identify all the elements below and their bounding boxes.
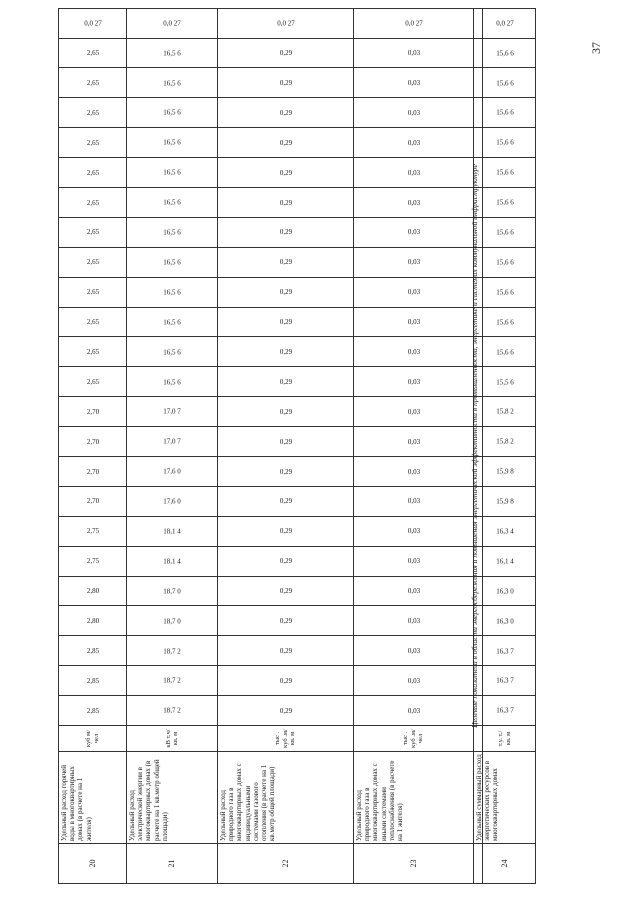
value-text: 17,6 0 xyxy=(163,467,181,476)
value-cell xyxy=(59,8,127,38)
value-cell xyxy=(354,397,474,427)
value-text: 0,29 xyxy=(279,168,292,177)
value-text: 15,6 6 xyxy=(495,108,514,117)
value-cell xyxy=(127,68,218,98)
value-text: 2,65 xyxy=(86,228,99,237)
value-cell xyxy=(218,666,354,696)
value-text: 0,29 xyxy=(279,527,292,536)
value-cell xyxy=(127,606,218,636)
value-cell xyxy=(354,696,474,726)
row-number: 20 xyxy=(59,844,127,884)
value-text: 0,0 27 xyxy=(404,19,423,28)
value-text: 18,7 2 xyxy=(163,676,181,685)
value-cell xyxy=(127,38,218,68)
value-cell xyxy=(59,217,127,247)
value-cell xyxy=(127,128,218,158)
value-text: 2,85 xyxy=(86,676,99,685)
value-text: 0,29 xyxy=(279,407,292,416)
value-text: 0,29 xyxy=(279,377,292,386)
value-text: 2,65 xyxy=(86,108,99,117)
value-cell xyxy=(218,456,354,486)
value-text: 0,0 27 xyxy=(495,19,514,28)
value-cell xyxy=(218,516,354,546)
value-text: 2,65 xyxy=(86,78,99,87)
value-cell xyxy=(127,367,218,397)
value-cell xyxy=(218,606,354,636)
value-text: 2,80 xyxy=(86,587,99,595)
value-text: 15,6 6 xyxy=(495,198,514,207)
value-cell xyxy=(127,98,218,128)
value-text: 17,0 7 xyxy=(163,407,181,416)
value-text: 16,3 7 xyxy=(495,706,514,715)
indicators-table xyxy=(58,8,536,884)
value-text: 15,6 6 xyxy=(495,168,514,177)
value-cell xyxy=(218,307,354,337)
value-text: 18,1 4 xyxy=(163,527,181,536)
value-cell xyxy=(218,576,354,606)
value-cell xyxy=(59,98,127,128)
value-text: 2,85 xyxy=(86,646,99,655)
value-cell xyxy=(354,98,474,128)
value-cell xyxy=(354,247,474,277)
value-cell xyxy=(127,666,218,696)
value-text: 16,3 0 xyxy=(495,587,514,595)
value-text: 2,65 xyxy=(86,377,99,386)
value-text: 15,6 6 xyxy=(495,288,514,297)
value-text: 0,29 xyxy=(279,616,292,625)
value-cell xyxy=(59,427,127,457)
value-text: 16,1 4 xyxy=(495,557,514,566)
value-text: 16,3 7 xyxy=(495,676,514,685)
value-text: 0,03 xyxy=(407,646,420,655)
value-text: 2,80 xyxy=(86,616,99,625)
value-text: 18,7 0 xyxy=(163,587,181,595)
indicator-name: Удельный расход природного газа в многоквартирных домах с индивидуальными системами газового отопления (в расчете на 1 кв.метр общей площади) xyxy=(218,752,354,844)
value-cell xyxy=(354,68,474,98)
value-text: 0,0 27 xyxy=(163,19,181,28)
value-cell xyxy=(127,576,218,606)
value-cell xyxy=(354,187,474,217)
value-text: 16,5 6 xyxy=(163,198,181,207)
indicator-unit: тыс . куб .м/ чел xyxy=(354,726,474,752)
value-cell xyxy=(127,277,218,307)
value-cell xyxy=(218,38,354,68)
value-text: 15,6 6 xyxy=(495,48,514,57)
value-text: 2,65 xyxy=(86,48,99,57)
value-text: 16,3 0 xyxy=(495,616,514,625)
value-cell xyxy=(59,38,127,68)
value-cell xyxy=(218,8,354,38)
value-text: 0,03 xyxy=(407,138,420,147)
indicator-name: Удельный расход горячей воды в многоквартирных домах (в расчете на 1 жителя) xyxy=(59,752,127,844)
value-cell xyxy=(127,307,218,337)
value-text: 16,5 6 xyxy=(163,78,181,87)
value-text: 15,6 6 xyxy=(495,317,514,326)
value-cell xyxy=(127,217,218,247)
value-cell xyxy=(218,367,354,397)
value-text: 0,29 xyxy=(279,347,292,356)
value-text: 0,03 xyxy=(407,168,420,177)
value-text: 2,65 xyxy=(86,138,99,147)
value-text: 15,6 6 xyxy=(495,138,514,147)
value-cell xyxy=(218,696,354,726)
value-cell xyxy=(354,576,474,606)
value-text: 2,85 xyxy=(86,706,99,715)
value-cell xyxy=(354,486,474,516)
value-cell xyxy=(218,187,354,217)
value-cell xyxy=(218,277,354,307)
value-cell xyxy=(354,636,474,666)
value-cell xyxy=(354,427,474,457)
value-cell xyxy=(354,128,474,158)
value-text: 0,29 xyxy=(279,676,292,685)
value-cell xyxy=(59,68,127,98)
value-text: 0,03 xyxy=(407,467,420,476)
value-cell xyxy=(354,516,474,546)
value-cell xyxy=(354,606,474,636)
value-text: 15,5 6 xyxy=(495,377,514,386)
value-cell xyxy=(218,247,354,277)
value-text: 0,29 xyxy=(279,78,292,87)
value-text: 16,5 6 xyxy=(163,138,181,147)
value-cell xyxy=(354,8,474,38)
value-text: 2,70 xyxy=(86,497,99,506)
indicator-unit: тыс . куб .м/ кв. м xyxy=(218,726,354,752)
value-text: 16,5 6 xyxy=(163,377,181,386)
value-text: 2,65 xyxy=(86,168,99,177)
value-cell xyxy=(218,158,354,188)
value-text: 2,65 xyxy=(86,198,99,207)
value-text: 0,29 xyxy=(279,198,292,207)
value-text: 0,03 xyxy=(407,676,420,685)
value-cell xyxy=(218,546,354,576)
value-text: 0,03 xyxy=(407,527,420,536)
value-cell xyxy=(354,666,474,696)
value-cell xyxy=(59,337,127,367)
caption-divider xyxy=(482,8,483,884)
value-text: 2,65 xyxy=(86,317,99,326)
value-text: 0,03 xyxy=(407,258,420,267)
value-cell xyxy=(127,456,218,486)
value-text: 0,0 27 xyxy=(83,19,102,28)
value-cell xyxy=(59,247,127,277)
value-cell xyxy=(218,68,354,98)
value-text: 0,03 xyxy=(407,228,420,237)
value-text: 0,03 xyxy=(407,288,420,297)
value-cell xyxy=(218,217,354,247)
value-text: 0,03 xyxy=(407,497,420,506)
value-text: 16,3 4 xyxy=(495,527,514,536)
value-text: 15,9 8 xyxy=(495,467,514,476)
value-text: 0,29 xyxy=(279,228,292,237)
rotated-page-content xyxy=(6,0,640,896)
value-text: 16,5 6 xyxy=(163,288,181,297)
indicator-name: Удельный расход природного газа в многоквартирных домах с иными системами теплоснабжения (в расчете на 1 жителя) xyxy=(354,752,474,844)
value-cell xyxy=(127,636,218,666)
value-text: 0,03 xyxy=(407,78,420,87)
value-cell xyxy=(59,367,127,397)
value-text: 0,29 xyxy=(279,497,292,506)
value-cell xyxy=(354,456,474,486)
value-cell xyxy=(218,486,354,516)
value-cell xyxy=(59,576,127,606)
value-text: 18,7 0 xyxy=(163,616,181,625)
value-cell xyxy=(354,217,474,247)
indicator-unit: т.у. т./ кв. м xyxy=(474,726,536,752)
value-cell xyxy=(218,337,354,367)
indicator-unit: кВ т.ч/ кв. м xyxy=(127,726,218,752)
value-text: 15,6 6 xyxy=(495,258,514,267)
value-text: 0,03 xyxy=(407,108,420,117)
value-cell xyxy=(59,606,127,636)
value-text: 15,6 6 xyxy=(495,78,514,87)
row-number: 22 xyxy=(218,844,354,884)
value-cell xyxy=(59,486,127,516)
row-number: 23 xyxy=(354,844,474,884)
value-cell xyxy=(354,546,474,576)
value-cell xyxy=(59,397,127,427)
value-text: 2,65 xyxy=(86,347,99,356)
value-text: 16,5 6 xyxy=(163,347,181,356)
value-text: 0,03 xyxy=(407,48,420,57)
value-text: 0,0 27 xyxy=(276,19,295,28)
value-cell xyxy=(127,158,218,188)
value-cell xyxy=(218,128,354,158)
value-text: 15,8 2 xyxy=(495,407,514,416)
value-text: 0,29 xyxy=(279,108,292,117)
value-text: 0,03 xyxy=(407,616,420,625)
value-cell xyxy=(59,456,127,486)
value-text: 0,03 xyxy=(407,437,420,446)
value-cell xyxy=(127,247,218,277)
value-text: 0,29 xyxy=(279,706,292,715)
value-cell xyxy=(127,427,218,457)
table-row xyxy=(354,8,474,883)
value-text: 16,5 6 xyxy=(163,168,181,177)
value-cell xyxy=(59,307,127,337)
value-text: 0,03 xyxy=(407,347,420,356)
indicator-unit: куб м/ чел xyxy=(59,726,127,752)
row-number: 21 xyxy=(127,844,218,884)
value-text: 0,03 xyxy=(407,706,420,715)
value-text: 16,5 6 xyxy=(163,108,181,117)
row-number: 24 xyxy=(474,844,536,884)
value-text: 0,29 xyxy=(279,437,292,446)
table-caption: Целевые показатели в области энергосбережения и повышения энергетической эффективности в промышленности, энергетике и системах коммунальной инфраструктуре xyxy=(470,164,479,728)
value-text: 16,5 6 xyxy=(163,317,181,326)
value-text: 2,70 xyxy=(86,407,99,416)
value-text: 16,5 6 xyxy=(163,48,181,57)
value-text: 0,29 xyxy=(279,48,292,57)
value-cell xyxy=(218,427,354,457)
value-text: 2,65 xyxy=(86,258,99,267)
table-row xyxy=(127,8,218,883)
value-cell xyxy=(59,516,127,546)
value-text: 17,0 7 xyxy=(163,437,181,446)
value-text: 0,03 xyxy=(407,407,420,416)
value-cell xyxy=(354,277,474,307)
value-cell xyxy=(354,367,474,397)
value-text: 0,29 xyxy=(279,646,292,655)
value-cell xyxy=(59,187,127,217)
value-text: 2,75 xyxy=(86,557,99,566)
value-text: 16,3 7 xyxy=(495,646,514,655)
value-text: 0,29 xyxy=(279,557,292,566)
value-text: 0,29 xyxy=(279,288,292,297)
value-text: 2,70 xyxy=(86,467,99,476)
value-text: 15,6 6 xyxy=(495,228,514,237)
value-text: 0,03 xyxy=(407,377,420,386)
value-text: 2,65 xyxy=(86,288,99,297)
value-cell xyxy=(59,636,127,666)
indicator-name: Удельный суммарный расход энергетических ресурсов в многоквартирных домах xyxy=(474,752,536,844)
value-cell xyxy=(127,546,218,576)
value-text: 17,6 0 xyxy=(163,497,181,506)
value-cell xyxy=(354,307,474,337)
value-text: 0,29 xyxy=(279,317,292,326)
table-row xyxy=(59,8,127,883)
value-text: 15,8 2 xyxy=(495,437,514,446)
value-text: 0,03 xyxy=(407,587,420,595)
value-cell xyxy=(127,337,218,367)
value-cell xyxy=(127,516,218,546)
value-text: 15,9 8 xyxy=(495,497,514,506)
value-cell xyxy=(354,38,474,68)
value-text: 16,5 6 xyxy=(163,258,181,267)
indicator-name: Удельный расход электрической энергии в многоквартирных домах (в расчете на 1 кв.метр общей площади) xyxy=(127,752,218,844)
value-text: 0,03 xyxy=(407,198,420,207)
value-text: 0,29 xyxy=(279,467,292,476)
value-cell xyxy=(127,696,218,726)
value-cell xyxy=(59,277,127,307)
value-text: 0,03 xyxy=(407,317,420,326)
value-text: 0,29 xyxy=(279,258,292,267)
value-text: 15,6 6 xyxy=(495,347,514,356)
value-text: 0,29 xyxy=(279,587,292,595)
value-text: 18,7 2 xyxy=(163,706,181,715)
table-row xyxy=(218,8,354,883)
value-text: 0,03 xyxy=(407,557,420,566)
value-cell xyxy=(218,98,354,128)
value-cell xyxy=(59,128,127,158)
value-text: 18,1 4 xyxy=(163,557,181,566)
value-cell xyxy=(59,696,127,726)
value-cell xyxy=(59,546,127,576)
value-cell xyxy=(127,397,218,427)
value-cell xyxy=(127,187,218,217)
value-cell xyxy=(127,486,218,516)
value-text: 16,5 6 xyxy=(163,228,181,237)
value-cell xyxy=(218,397,354,427)
value-text: 2,70 xyxy=(86,437,99,446)
value-cell xyxy=(127,8,218,38)
value-cell xyxy=(354,337,474,367)
value-cell xyxy=(59,158,127,188)
value-text: 0,29 xyxy=(279,138,292,147)
value-text: 18,7 2 xyxy=(163,646,181,655)
value-cell xyxy=(354,158,474,188)
page-number: 37 xyxy=(589,42,603,54)
value-text: 2,75 xyxy=(86,527,99,536)
value-cell xyxy=(59,666,127,696)
value-cell xyxy=(218,636,354,666)
